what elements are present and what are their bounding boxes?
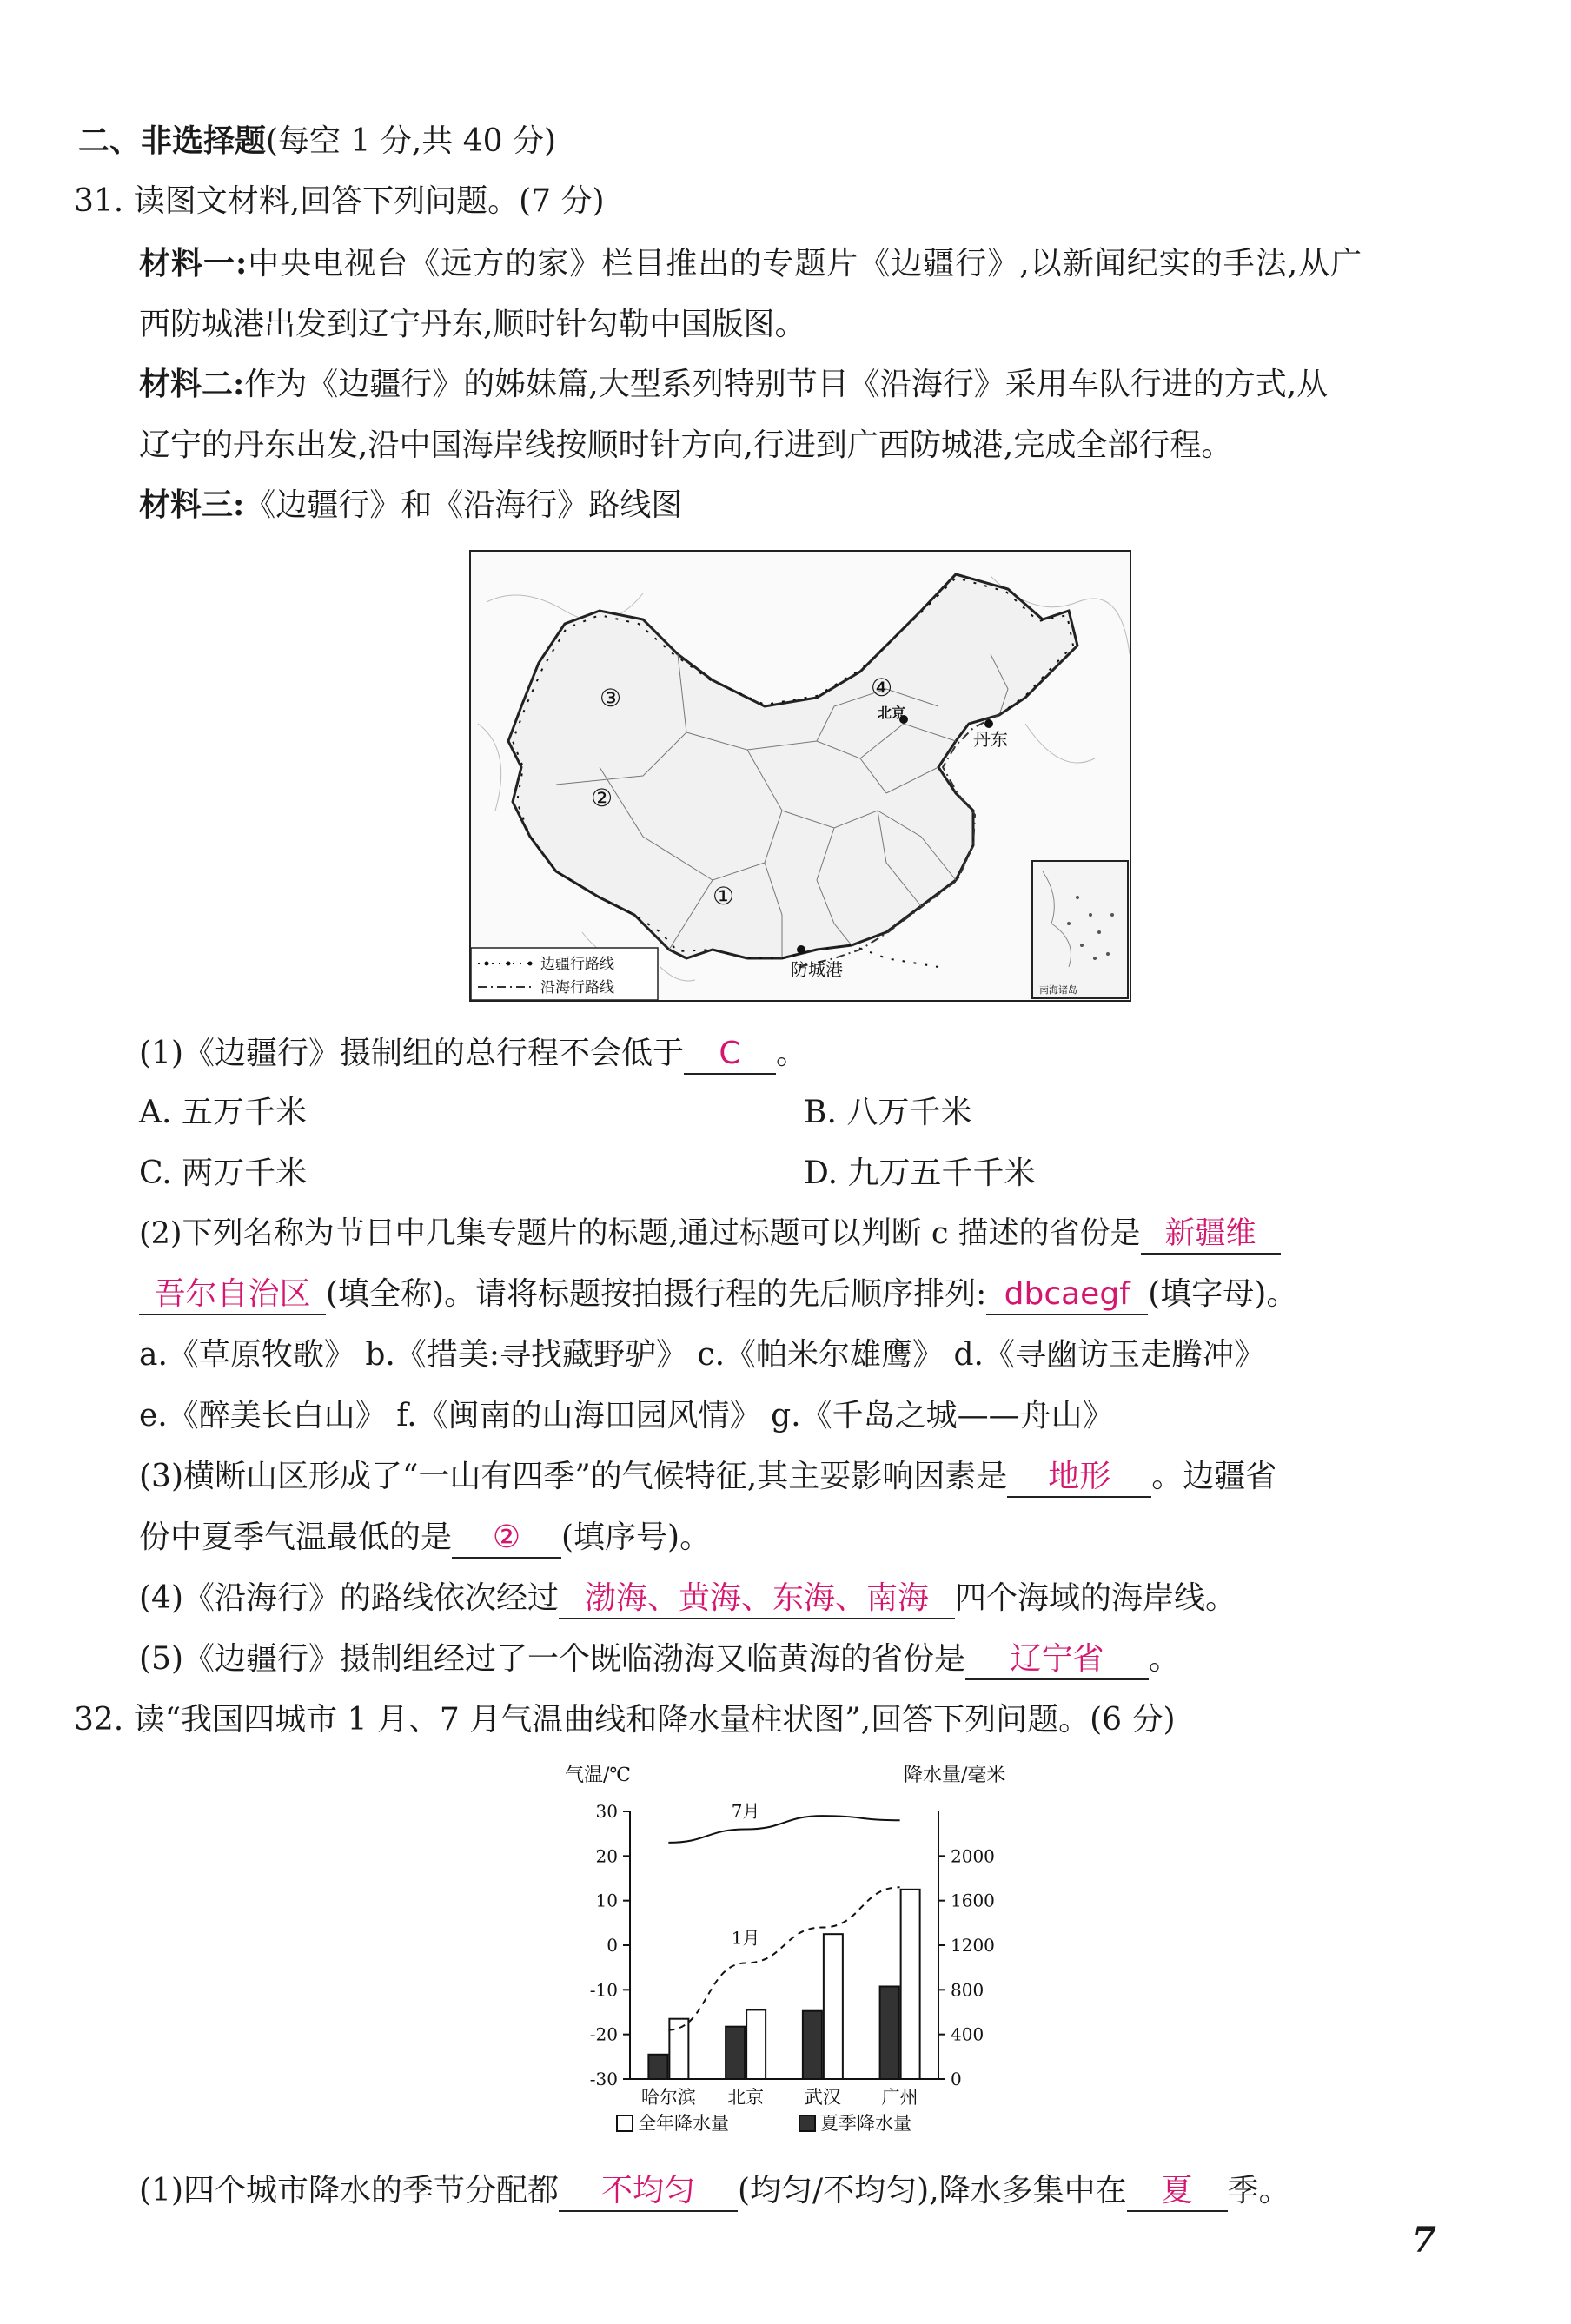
q31-p4-end: 四个海域的海岸线。 bbox=[955, 1580, 1237, 1616]
option-b: B. 八万千米 bbox=[804, 1095, 972, 1130]
material-2-line-1 bbox=[139, 362, 1328, 407]
q32-p1-text: (1)四个城市降水的季节分配都 bbox=[139, 2173, 559, 2208]
q31-p4-text: (4)《沿海行》的路线依次经过 bbox=[139, 1580, 559, 1616]
bar-annual-3 bbox=[901, 1890, 920, 2079]
section-heading bbox=[78, 119, 556, 163]
material-1-label: 材料一: bbox=[139, 245, 249, 281]
q31-part-4 bbox=[139, 1577, 1236, 1620]
fangchenggang-label: 防城港 bbox=[791, 959, 843, 980]
map-marker-2: ② bbox=[591, 784, 613, 812]
bar-annual-2 bbox=[824, 1934, 843, 2079]
bar-summer-0 bbox=[648, 2055, 667, 2079]
map-legend bbox=[471, 948, 658, 1000]
section-note: (每空 1 分,共 40 分) bbox=[266, 123, 557, 159]
section-title: 二、非选择题 bbox=[78, 122, 267, 159]
material-3-text: 《边疆行》和《沿海行》路线图 bbox=[244, 487, 683, 523]
q31-p3-answer-2: ② bbox=[452, 1519, 561, 1559]
temp-line-1 bbox=[668, 1887, 899, 2029]
temp-line-0 bbox=[668, 1816, 899, 1843]
q31-stem-line bbox=[74, 180, 605, 223]
left-tick-label: 10 bbox=[595, 1890, 618, 1911]
temp-line-label-0: 7月 bbox=[731, 1800, 760, 1822]
legend-annual: 全年降水量 bbox=[638, 2113, 729, 2134]
q31-p1-end: 。 bbox=[776, 1036, 808, 1071]
q31-p5-end: 。 bbox=[1149, 1641, 1181, 1677]
route-map bbox=[469, 550, 1131, 1002]
option-a: A. 五万千米 bbox=[139, 1095, 307, 1130]
map-marker-3: ③ bbox=[600, 684, 622, 712]
right-tick-label: 800 bbox=[951, 1979, 984, 2001]
category-label-0: 哈尔滨 bbox=[640, 2087, 696, 2108]
right-tick-label: 0 bbox=[951, 2069, 962, 2089]
q31-number: 31. bbox=[74, 183, 124, 219]
bar-annual-1 bbox=[746, 2009, 766, 2079]
q31-part-3-line-2 bbox=[139, 1516, 711, 1559]
material-2-text-2: 辽宁的丹东出发,沿中国海岸线按顺时针方向,行进到广西防城港,完成全部行程。 bbox=[139, 427, 1233, 463]
map-marker-1: ① bbox=[713, 882, 735, 910]
left-tick-label: 30 bbox=[595, 1801, 618, 1822]
q32-stem: 读“我国四城市 1 月、7 月气温曲线和降水量柱状图”,回答下列问题。(6 分) bbox=[133, 1702, 1176, 1738]
q31-p1-text: (1)《边疆行》摄制组的总行程不会低于 bbox=[139, 1036, 684, 1071]
right-tick-label: 2000 bbox=[951, 1845, 995, 1867]
q31-part-2-line-1 bbox=[139, 1212, 1281, 1255]
episode-titles-line-1: a.《草原牧歌》 b.《措美:寻找藏野驴》 c.《帕米尔雄鹰》 d.《寻幽访玉走腾冲》 bbox=[139, 1337, 1265, 1373]
q31-p3-end: (填序号)。 bbox=[561, 1520, 712, 1555]
material-1-line-2 bbox=[139, 303, 805, 347]
q32-p1-answer-2: 夏 bbox=[1127, 2172, 1228, 2212]
q32-part-1 bbox=[139, 2169, 1290, 2213]
q31-part-5 bbox=[139, 1638, 1180, 1681]
q31-part-2-line-2 bbox=[139, 1273, 1297, 1316]
category-label-3: 广州 bbox=[881, 2087, 918, 2108]
map-marker-4: ④ bbox=[871, 673, 893, 702]
q31-part-3-line-1 bbox=[139, 1455, 1276, 1499]
material-2-line-2 bbox=[139, 424, 1232, 467]
legend-coastal-route: 沿海行路线 bbox=[540, 979, 614, 996]
option-d: D. 九万五千千米 bbox=[804, 1155, 1036, 1191]
left-tick-label: -30 bbox=[589, 2069, 618, 2089]
q31-p2-answer-1a: 新疆维 bbox=[1141, 1215, 1281, 1255]
bar-summer-3 bbox=[880, 1986, 899, 2079]
q31-p2-mid: (填全称)。请将标题按拍摄行程的先后顺序排列: bbox=[326, 1276, 987, 1312]
right-tick-label: 1600 bbox=[951, 1890, 995, 1911]
q31-p4-answer: 渤海、黄海、东海、南海 bbox=[559, 1579, 955, 1619]
bar-summer-2 bbox=[803, 2011, 822, 2079]
chart-legend bbox=[617, 2113, 911, 2134]
q31-p2-answer-2: dbcaegf bbox=[986, 1275, 1148, 1315]
legend-summer: 夏季降水量 bbox=[820, 2113, 911, 2134]
climate-chart bbox=[556, 1759, 1043, 2150]
left-tick-label: -20 bbox=[589, 2023, 618, 2045]
q31-p5-answer: 辽宁省 bbox=[965, 1640, 1149, 1680]
q32-stem-line bbox=[74, 1698, 1176, 1742]
q31-p3-answer-1: 地形 bbox=[1007, 1458, 1151, 1498]
left-tick-label: 0 bbox=[607, 1935, 618, 1956]
q31-stem: 读图文材料,回答下列问题。(7 分) bbox=[133, 183, 605, 219]
q31-p3-text-2: 。边疆省 bbox=[1151, 1459, 1277, 1494]
material-2-text-1: 作为《边疆行》的姊妹篇,大型系列特别节目《沿海行》采用车队行进的方式,从 bbox=[244, 367, 1329, 402]
q32-number: 32. bbox=[74, 1702, 124, 1738]
bar-annual-0 bbox=[669, 2019, 688, 2079]
fangchenggang-marker bbox=[797, 945, 805, 954]
right-tick-label: 1200 bbox=[951, 1935, 995, 1956]
dandong-marker bbox=[984, 719, 993, 728]
right-tick-label: 400 bbox=[951, 2023, 984, 2045]
q31-p2-answer-1b: 吾尔自治区 bbox=[139, 1275, 326, 1315]
q31-p3-text-3: 份中夏季气温最低的是 bbox=[139, 1520, 453, 1555]
material-1-line-1 bbox=[139, 242, 1362, 286]
dandong-label: 丹东 bbox=[973, 729, 1008, 750]
category-label-2: 武汉 bbox=[804, 2087, 841, 2108]
page-number: 7 bbox=[1412, 2220, 1436, 2261]
q32-p1-end: 季。 bbox=[1227, 2173, 1290, 2208]
material-1-text-2: 西防城港出发到辽宁丹东,顺时针勾勒中国版图。 bbox=[139, 307, 806, 342]
option-c: C. 两万千米 bbox=[139, 1155, 308, 1191]
south-sea-label: 南海诸岛 bbox=[1039, 984, 1077, 996]
material-1-text-1: 中央电视台《远方的家》栏目推出的专题片《边疆行》,以新闻纪实的手法,从广 bbox=[248, 246, 1363, 281]
material-3-label: 材料三: bbox=[139, 487, 245, 523]
q32-p1-answer-1: 不均匀 bbox=[559, 2172, 738, 2212]
q31-p3-text: (3)横断山区形成了“一山有四季”的气候特征,其主要影响因素是 bbox=[139, 1459, 1008, 1494]
left-tick-label: 20 bbox=[595, 1845, 618, 1867]
legend-border-route: 边疆行路线 bbox=[540, 956, 614, 973]
left-tick-label: -10 bbox=[589, 1979, 618, 2001]
q31-p2-end: (填字母)。 bbox=[1148, 1276, 1298, 1312]
category-label-1: 北京 bbox=[727, 2087, 765, 2108]
q31-p1-answer: C bbox=[684, 1035, 776, 1075]
chart-ylabel-left: 气温/℃ bbox=[565, 1765, 632, 1786]
episode-titles-line-2: e.《醉美长白山》 f.《闽南的山海田园风情》 g.《千岛之城——舟山》 bbox=[139, 1398, 1114, 1433]
temp-line-label-1: 1月 bbox=[731, 1927, 760, 1949]
q31-p5-text: (5)《边疆行》摄制组经过了一个既临渤海又临黄海的省份是 bbox=[139, 1641, 965, 1677]
south-sea-inset bbox=[1032, 861, 1128, 998]
q31-p2-text: (2)下列名称为节目中几集专题片的标题,通过标题可以判断 c 描述的省份是 bbox=[139, 1216, 1141, 1251]
chart-ylabel-right: 降水量/毫米 bbox=[904, 1765, 1006, 1786]
material-2-label: 材料二: bbox=[139, 366, 245, 402]
q31-part-1 bbox=[139, 1032, 807, 1076]
q32-p1-mid: (均匀/不均匀),降水多集中在 bbox=[738, 2173, 1127, 2208]
beijing-label: 北京 bbox=[878, 705, 906, 721]
material-3-line bbox=[139, 483, 682, 527]
bar-summer-1 bbox=[726, 2027, 745, 2079]
